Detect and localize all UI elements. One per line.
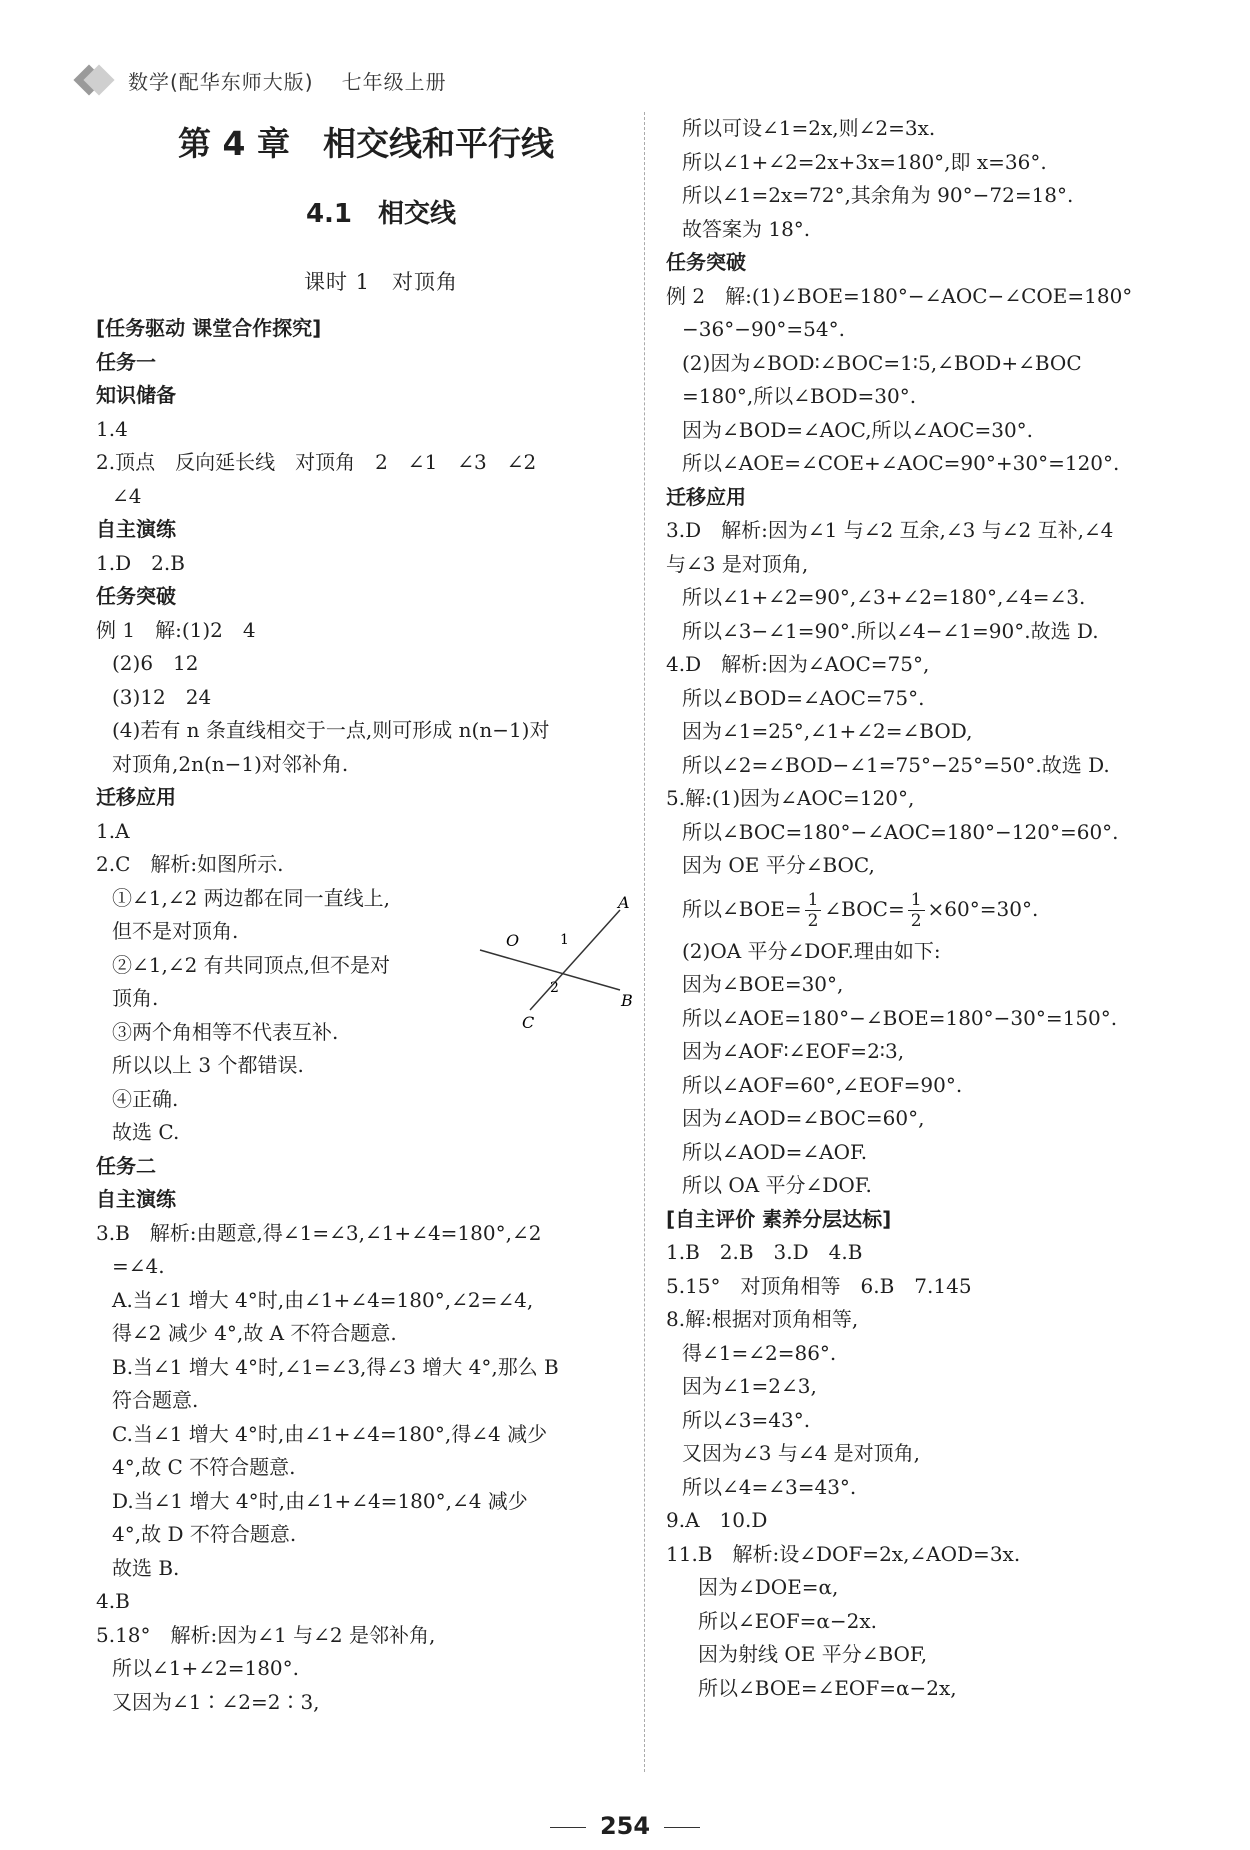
answer-line: 与∠3 是对顶角, [666,551,809,576]
answer-line: 所以∠BOC=180°−∠AOC=180°−120°=60°. [682,819,1119,844]
answer-line: 又因为∠1∶∠2=2∶3, [112,1689,320,1714]
answer-line: 所以可设∠1=2x,则∠2=3x. [682,116,936,140]
answer-line: (2)OA 平分∠DOF.理由如下: [682,938,941,963]
page-number-dash-right [664,1827,700,1828]
answer-line: −36°−90°=54°. [682,317,845,341]
answer-line: 8.解:根据对顶角相等, [666,1307,859,1331]
answer-line: 所以∠AOE=∠COE+∠AOC=90°+30°=120°. [682,451,1120,475]
bracket-heading: [自主评价 素养分层达标] [666,1206,892,1231]
answer-line: 5.18° 解析:因为∠1 与∠2 是邻补角, [96,1622,436,1647]
answer-line: 例 1 解:(1)2 4 [96,617,256,642]
answer-line: 1.4 [96,416,128,441]
answer-line: 所以∠1+∠2=2x+3x=180°,即 x=36°. [682,149,1047,174]
answer-line: 4.D 解析:因为∠AOC=75°, [666,652,930,676]
answer-line: 所以 OA 平分∠DOF. [682,1173,872,1197]
answer-line: 9.A 10.D [666,1508,768,1532]
answer-line: ∠4 [112,483,142,508]
answer-line: 因为射线 OE 平分∠BOF, [698,1642,928,1666]
answer-line: 又因为∠3 与∠4 是对顶角, [682,1441,921,1465]
answer-line: (3)12 24 [112,684,212,709]
section-heading: 迁移应用 [96,785,176,809]
figure-label-angle-2: 2 [550,980,559,996]
answer-line: 1.A [96,818,130,843]
answer-line: 4°,故 C 不符合题意. [112,1455,296,1479]
answer-line: 5.15° 对顶角相等 6.B 7.145 [666,1273,972,1298]
answer-line: D.当∠1 增大 4°时,由∠1+∠4=180°,∠4 减少 [112,1488,528,1513]
answer-line: ①∠1,∠2 两边都在同一直线上, [112,885,391,910]
column-divider [644,112,645,1772]
answer-line: 5.解:(1)因为∠AOC=120°, [666,786,915,810]
frac-mid: ∠BOC= [824,896,905,921]
figure-label-c: C [522,1013,535,1032]
answer-line: 故选 B. [112,1555,180,1580]
answer-line: 1.D 2.B [96,550,185,575]
answer-line: 4°,故 D 不符合题意. [112,1522,297,1546]
answer-line: 所以∠3=43°. [682,1407,811,1432]
answer-line: B.当∠1 增大 4°时,∠1=∠3,得∠3 增大 4°,那么 B [112,1354,559,1379]
answer-line: 11.B 解析:设∠DOF=2x,∠AOD=3x. [666,1541,1021,1566]
frac-numerator: 1 [908,890,925,911]
answer-line: 故选 C. [112,1120,180,1144]
answer-line: 所以∠1+∠2=90°,∠3+∠2=180°,∠4=∠3. [682,585,1086,609]
answer-line: 得∠1=∠2=86°. [682,1340,837,1365]
answer-line: =180°,所以∠BOD=30°. [682,384,917,408]
figure-label-o: O [506,931,520,950]
figure-label-angle-1: 1 [560,932,569,948]
book-title: 数学(配华东师大版) [128,69,314,94]
answer-line: 所以∠EOF=α−2x. [698,1608,878,1633]
answer-line: 因为∠1=2∠3, [682,1374,817,1398]
answer-line: 所以∠AOD=∠AOF. [682,1139,868,1164]
answer-line: 3.D 解析:因为∠1 与∠2 互余,∠3 与∠2 互补,∠4 [666,518,1114,542]
fraction-half-2 [908,890,925,931]
answer-line: 3.B 解析:由题意,得∠1=∠3,∠1+∠4=180°,∠2 [96,1220,542,1245]
chapter-title: 第 4 章 相交线和平行线 [178,124,554,163]
frac-denominator: 2 [807,910,819,931]
section-heading: 任务突破 [666,250,746,274]
right-answer-lines [666,112,1206,1705]
diamond-logo-icon [76,63,110,97]
answer-line: 故答案为 18°. [682,216,811,241]
page-number-dash-left [550,1827,586,1828]
answer-line: 4.B [96,1589,130,1613]
answer-line: (4)若有 n 条直线相交于一点,则可形成 n(n−1)对 [112,718,550,742]
answer-line: (2)因为∠BOD∶∠BOC=1∶5,∠BOD+∠BOC [682,350,1082,375]
section-heading: 知识储备 [96,383,176,407]
answer-line: 因为∠AOF∶∠EOF=2∶3, [682,1039,905,1063]
answer-line: 因为∠AOD=∠BOC=60°, [682,1106,925,1130]
section-heading: 任务一 [96,349,156,374]
answer-line: (2)6 12 [112,651,199,675]
answer-line: =∠4. [112,1254,165,1278]
answer-line: A.当∠1 增大 4°时,由∠1+∠4=180°,∠2=∠4, [112,1287,534,1312]
section-heading: 迁移应用 [666,484,746,509]
fraction-line [666,883,1206,935]
frac-post: ×60°=30°. [927,896,1039,921]
lesson-title: 课时 1 对顶角 [303,270,459,294]
page-number-text: 254 [599,1812,651,1840]
page-number [0,1812,1250,1840]
answer-line: ④正确. [112,1086,179,1111]
answer-line: 得∠2 减少 4°,故 A 不符合题意. [112,1321,397,1345]
answer-line: 所以∠2=∠BOD−∠1=75°−25°=50°.故选 D. [682,752,1110,777]
answer-line: 所以∠1+∠2=180°. [112,1656,300,1680]
answer-line: ③两个角相等不代表互补. [112,1019,339,1044]
grade-label: 七年级上册 [341,69,447,94]
frac-denominator: 2 [910,910,922,931]
answer-line: 对顶角,2n(n−1)对邻补角. [112,751,349,776]
answer-line: 所以∠AOF=60°,∠EOF=90°. [682,1072,963,1097]
answer-line: 但不是对顶角. [112,919,239,943]
answer-line: 所以∠3−∠1=90°.所以∠4−∠1=90°.故选 D. [682,618,1099,643]
answer-line: 顶角. [112,986,159,1010]
answer-line: 所以∠BOD=∠AOC=75°. [682,685,925,710]
right-column [666,112,1206,1705]
answer-line: 所以∠4=∠3=43°. [682,1474,857,1499]
section-title: 4.1 相交线 [305,199,457,229]
answer-line: 因为∠DOE=α, [698,1575,839,1599]
answer-line: 所以∠AOE=180°−∠BOE=180°−30°=150°. [682,1005,1118,1030]
answer-line: 因为∠BOD=∠AOC,所以∠AOC=30°. [682,417,1034,442]
answer-line: 因为 OE 平分∠BOC, [682,853,875,877]
answer-line: 2.顶点 反向延长线 对顶角 2 ∠1 ∠3 ∠2 [96,450,537,474]
answer-line: C.当∠1 增大 4°时,由∠1+∠4=180°,得∠4 减少 [112,1421,548,1446]
figure-label-a: A [618,893,630,912]
fraction-half-1 [805,890,822,931]
answer-line: 例 2 解:(1)∠BOE=180°−∠AOC−∠COE=180° [666,283,1133,308]
answer-line: 1.B 2.B 3.D 4.B [666,1240,863,1264]
frac-pre: 所以∠BOE= [682,896,802,921]
figure-label-b: B [621,991,633,1010]
answer-line: 符合题意. [112,1388,199,1412]
section-heading: 任务突破 [96,584,176,608]
answer-line: 所以∠BOE=∠EOF=α−2x, [698,1675,957,1700]
answer-line: 所以∠1=2x=72°,其余角为 90°−72=18°. [682,183,1074,207]
answer-line: 2.C 解析:如图所示. [96,852,284,876]
section-heading: 任务二 [96,1153,156,1178]
bracket-heading: [任务驱动 课堂合作探究] [96,316,322,340]
section-heading: 自主演练 [96,1187,176,1211]
figure-line-ac [530,910,620,1010]
intersecting-lines-figure [470,890,633,1032]
answer-line: 因为∠BOE=30°, [682,972,844,996]
section-heading: 自主演练 [96,517,176,541]
running-header [76,60,447,100]
frac-numerator: 1 [805,890,822,911]
answer-line: 所以以上 3 个都错误. [112,1053,304,1077]
answer-line: 因为∠1=25°,∠1+∠2=∠BOD, [682,719,973,743]
answer-line: ②∠1,∠2 有共同顶点,但不是对 [112,952,391,977]
